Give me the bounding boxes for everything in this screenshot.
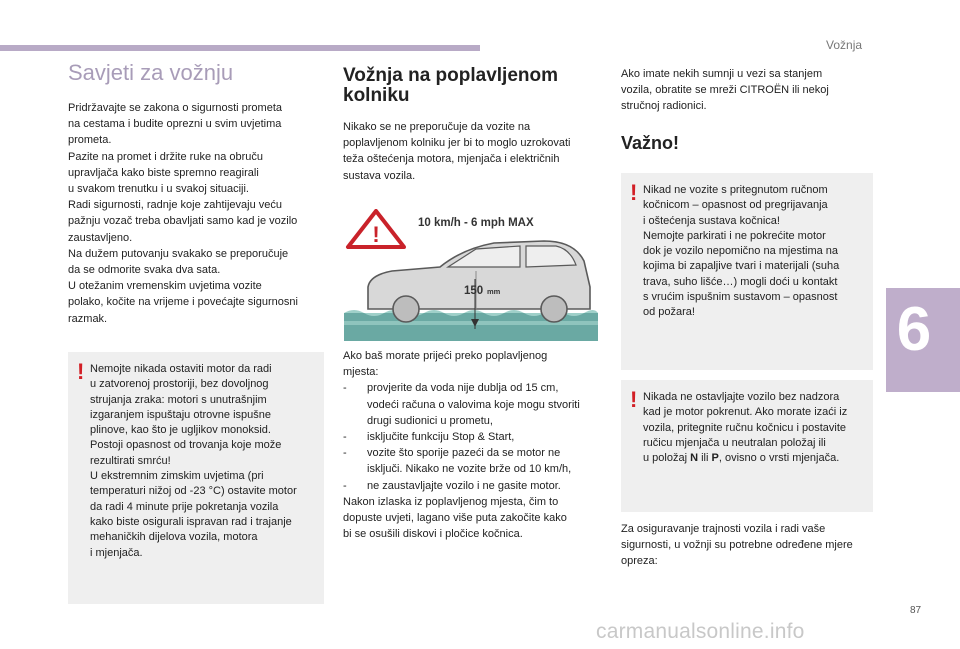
warning-triangle-mark: !	[372, 222, 380, 247]
warning-exclamation-icon: !	[630, 387, 638, 412]
warning-text: Nikada ne ostavljajte vozilo bez nadzora kad je motor pokrenut. Ako morate izaći iz vozila, pritegnite ručnu kočnicu i postavite ručicu mjenjača u neutralan položaj ili u položaj N ili P, ovisno o vrsti mjenjača.	[643, 391, 848, 465]
warning-text: Nikad ne vozite s pritegnutom ručnom kočnicom – opasnost od pregrijavanja i oštećenja sustava kočnica! Nemojte parkirati i ne pokrećite motor dok je vozilo nepomično na mjestima na kojima bi zapaljive tvari i materijali (suha trava, suho lišće…) mogli doći u kontakt s vrućim ispušnim sustavom – opasnost od požara!	[643, 184, 840, 319]
flooded-road-intro: Nikako se ne preporučuje da vozite na poplavljenom kolniku jer bi to moglo uzrokovati teža oštećenja motora, mjenjača i električnih sustava vozila.	[343, 121, 571, 182]
speed-limit-label: 10 km/h - 6 mph MAX	[418, 217, 534, 229]
flood-car-drawing	[344, 209, 598, 341]
gear-n: N	[690, 452, 699, 465]
list-item: - vozite što sporije pazeći da se motor ne isključi. Nikako ne vozite brže od 10 km/h,	[343, 445, 601, 477]
warning-box-engine-enclosed	[68, 352, 324, 604]
water-band	[344, 321, 598, 325]
chapter-tab	[886, 288, 960, 392]
depth-value: 150	[464, 285, 484, 297]
driving-tips-text: Pridržavajte se zakona o sigurnosti prometa na cestama i budite oprezni u svim uvjetima prometa. Pazite na promet i držite ruke na obruču upravljača kako biste spremno reagirali u svakom trenutku i u svakoj situaciji. Radi sigurnosti, radnje koje zahtijevaju veću pažnju vozač treba obavljati samo kad je vozilo zaustavljeno. Na dužem putovanju svakako se preporučuje da se odmorite svaka dva sata. U otežanim vremenskim uvjetima vozite polako, kočite na vrijeme i povećajte sigurnosni razmak.	[68, 102, 298, 325]
flooded-road-outro: Nakon izlaska iz poplavljenog mjesta, čim to dopuste uvjeti, lagano više puta zakočite kako bi se osušili diskovi i pločice kočnica.	[343, 495, 567, 541]
section-title-flooded-road: Vožnja na poplavljenom kolniku	[343, 65, 559, 106]
flood-illustration	[344, 209, 598, 341]
flooded-road-list	[343, 380, 601, 493]
list-item: - isključite funkciju Stop & Start,	[343, 429, 601, 445]
page-number: 87	[910, 605, 922, 616]
dealer-advice-text: Ako imate nekih sumnji u vezi sa stanjem vozila, obratite se mreži CITROËN ili nekoj stručnoj radionici.	[621, 68, 829, 113]
section-label: Vožnja	[826, 38, 863, 52]
warning-box-unattended	[621, 380, 873, 512]
warning-box-handbrake	[621, 173, 873, 370]
front-wheel	[393, 296, 419, 322]
list-item: - provjerite da voda nije dublja od 15 cm, vodeći računa o valovima koje mogu stvoriti drugi sudionici u prometu,	[343, 380, 601, 429]
list-item: - ne zaustavljajte vozilo i ne gasite motor.	[343, 478, 601, 494]
column-driving-tips	[68, 60, 324, 327]
warning-exclamation-icon: !	[77, 359, 85, 384]
depth-unit: mm	[487, 287, 501, 296]
watermark: carmanualsonline.info	[596, 620, 805, 643]
flooded-road-instructions	[343, 348, 601, 542]
precautions-text: Za osiguravanje trajnosti vozila i radi vaše sigurnosti, u vožnji su potrebne određene mjere opreza:	[621, 523, 853, 568]
section-title-important: Važno!	[621, 132, 680, 153]
precautions-intro	[621, 521, 875, 570]
header-bar	[0, 45, 480, 51]
gear-p: P	[711, 452, 719, 465]
warning-text: Nemojte nikada ostaviti motor da radi u zatvorenoj prostoriji, bez dovoljnog strujanja zraka: motori s unutrašnjim izgaranjem ispuštaju otrovne ispušne plinove, kao što je ugljikov monoksid. Postoji opasnost od trovanja koje može rezultirati smrću! U ekstremnim zimskim uvjetima (pri temperaturi nižoj od -23 °C) ostavite motor da radi 4 minute prije pokretanja vozila kako biste osigurali ispravan rad i trajanje mehaničkih dijelova vozila, motora i mjenjača.	[90, 363, 297, 559]
warning-exclamation-icon: !	[630, 180, 638, 205]
chapter-number: 6	[896, 295, 932, 364]
column-flooded-road	[343, 66, 601, 184]
column-important	[621, 66, 875, 168]
section-title-driving-tips: Savjeti za vožnju	[68, 60, 234, 85]
rear-wheel	[541, 296, 567, 322]
flooded-road-lead: Ako baš morate prijeći preko poplavljenog mjesta:	[343, 350, 548, 379]
